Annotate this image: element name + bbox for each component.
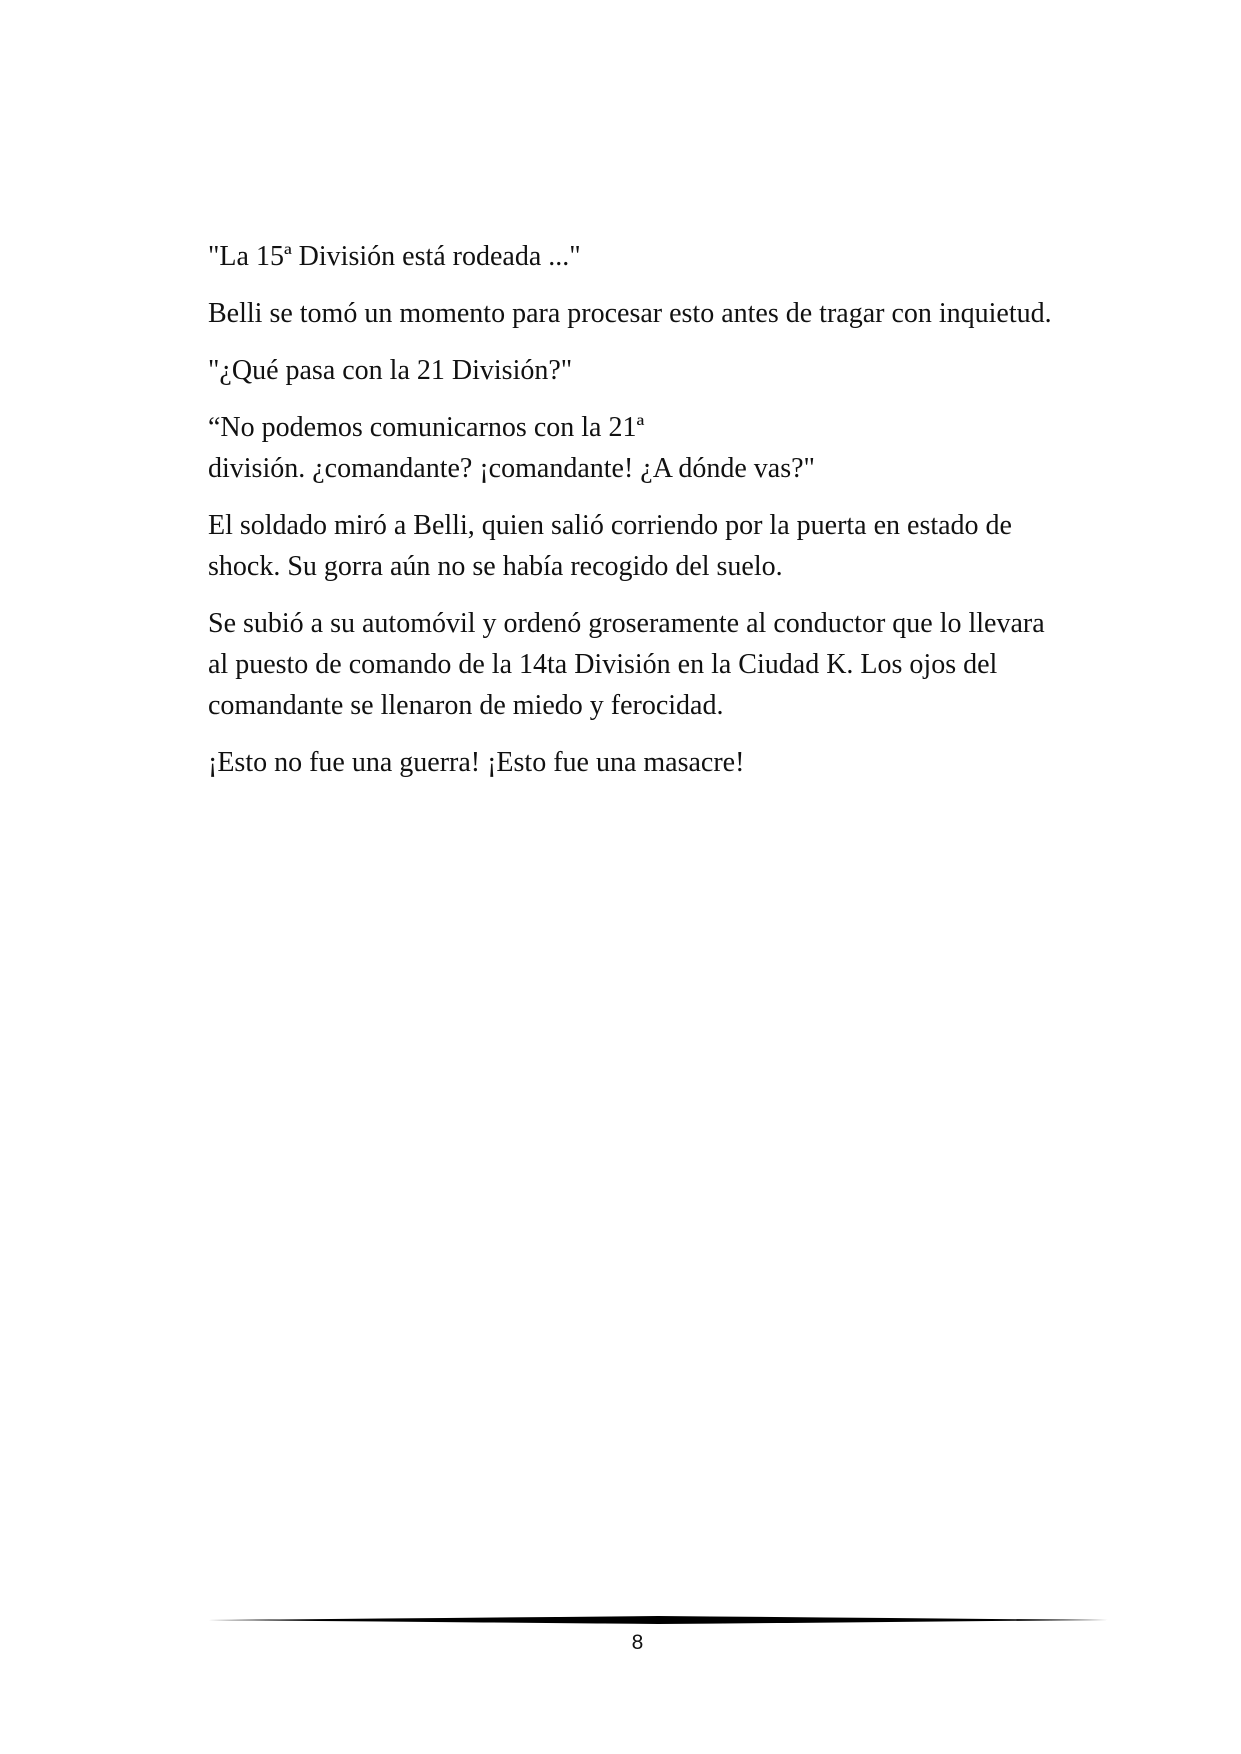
paragraph: Belli se tomó un momento para procesar esto antes de tragar con inquietud. (208, 298, 1052, 329)
paragraph: "La 15ª División está rodeada ..." (208, 241, 581, 272)
page-body (208, 236, 1058, 799)
paragraph: El soldado miró a Belli, quien salió corriendo por la puerta en estado de shock. Su gorra aún no se había recogido del suelo. (208, 510, 1012, 582)
page-number: 8 (631, 1631, 644, 1654)
paragraph: Se subió a su automóvil y ordenó groseramente al conductor que lo llevara al puesto de comando de la 14ta División en la Ciudad K. Los ojos del comandante se llenaron de miedo y ferocidad. (208, 608, 1045, 721)
footer-divider (208, 1614, 1108, 1626)
paragraph: ¡Esto no fue una guerra! ¡Esto fue una masacre! (208, 747, 745, 778)
paragraph-line: “No podemos comunicarnos con la 21ª (208, 412, 645, 443)
paragraph: "¿Qué pasa con la 21 División?" (208, 355, 573, 386)
paragraph-line: división. ¿comandante? ¡comandante! ¿A dónde vas?" (208, 453, 815, 484)
